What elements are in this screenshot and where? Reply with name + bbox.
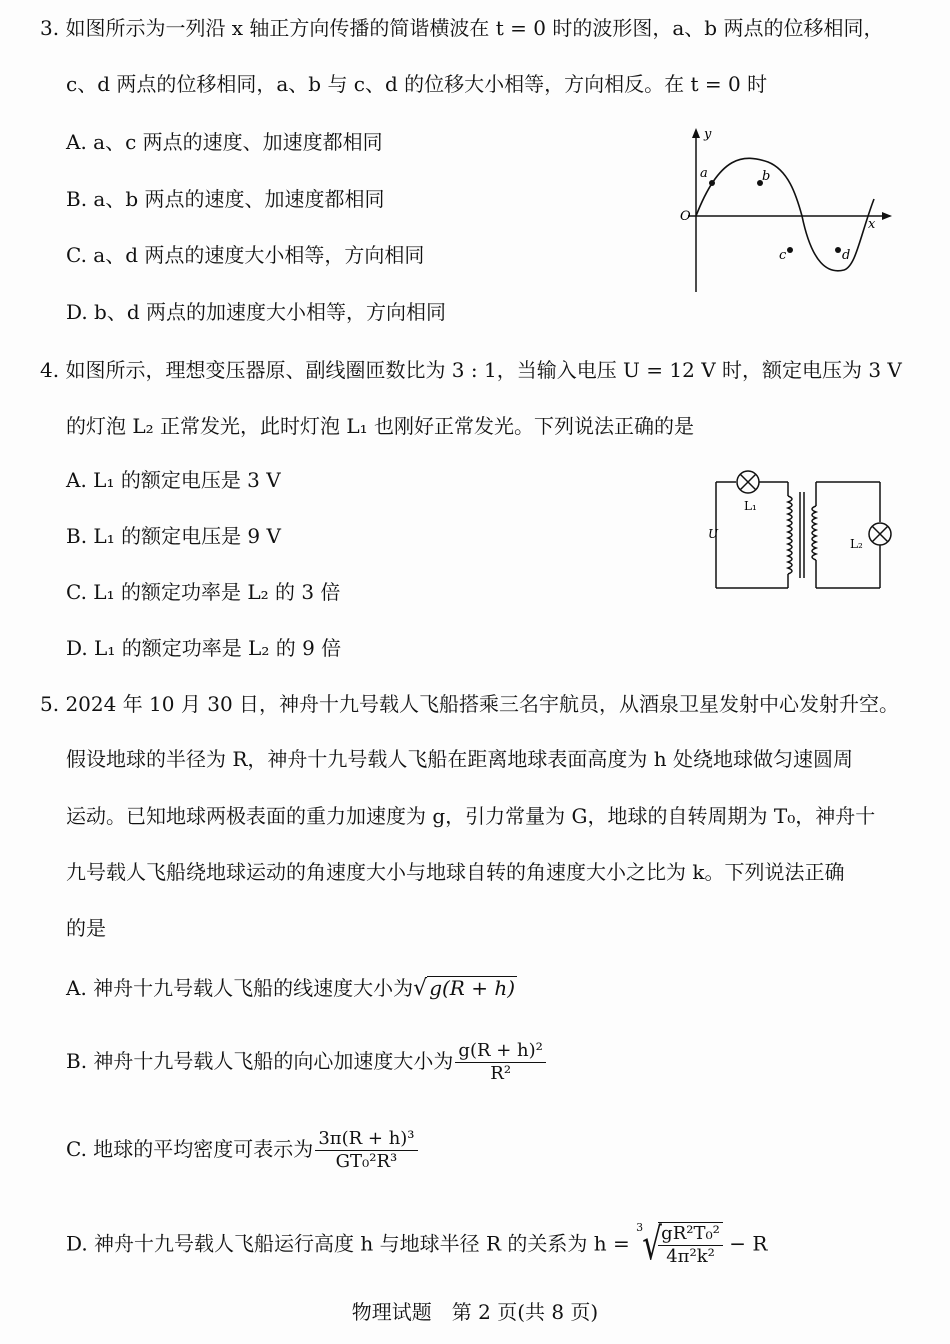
label-l1: L₁ [744, 499, 757, 513]
q5-option-d-denominator: 4π²k² [666, 1246, 715, 1267]
q3-option-d: D. b、d 两点的加速度大小相等，方向相同 [66, 300, 446, 324]
q5-option-c-text: C. 地球的平均密度可表示为 [66, 1137, 314, 1161]
transformer-figure [700, 462, 900, 594]
q4-option-a: A. L₁ 的额定电压是 3 V [66, 468, 281, 492]
q4-stem-line1: 4. 如图所示，理想变压器原、副线圈匝数比为 3 : 1，当输入电压 U = 12 V 时，额定电压为 3 V [40, 358, 902, 382]
q5-option-d [66, 1219, 768, 1270]
q5-option-c-denominator: GT₀²R³ [335, 1151, 398, 1172]
q5-stem-line3: 运动。已知地球两极表面的重力加速度为 g，引力常量为 G，地球的自转周期为 T₀，神舟十 [66, 804, 876, 828]
q4-option-b: B. L₁ 的额定电压是 9 V [66, 524, 281, 548]
fig-origin-label: O [680, 209, 691, 224]
q5-option-b-denominator: R² [490, 1063, 512, 1084]
q3-stem-line2: c、d 两点的位移相同，a、b 与 c、d 的位移大小相等，方向相反。在 t = 0 时 [66, 72, 768, 96]
q4-stem-line2: 的灯泡 L₂ 正常发光，此时灯泡 L₁ 也刚好正常发光。下列说法正确的是 [66, 414, 695, 438]
q5-option-a-expr: g(R + h) [429, 976, 516, 1000]
label-u: U [708, 527, 719, 541]
fig-point-a: a [700, 166, 708, 181]
q3-option-a: A. a、c 两点的速度、加速度都相同 [66, 130, 383, 154]
q5-stem-line1: 5. 2024 年 10 月 30 日，神舟十九号载人飞船搭乘三名宇航员，从酒泉卫星发射中心发射升空。 [40, 692, 900, 716]
q5-option-d-text: D. 神舟十九号载人飞船运行高度 h 与地球半径 R 的关系为 h = [66, 1231, 630, 1256]
fig-point-b: b [762, 169, 771, 184]
q5-option-b-text: B. 神舟十九号载人飞船的向心加速度大小为 [66, 1049, 454, 1073]
fig-y-label: y [704, 127, 712, 142]
cube-root: 3 √ $\frac{\text{gR²T₀²}}{\text{4π²k²}}$ [636, 1222, 723, 1268]
q5-option-c [66, 1128, 418, 1173]
q5-option-b-numerator: g(R + h)² [455, 1040, 545, 1063]
q5-option-a: A. 神舟十九号载人飞船的线速度大小为√ g(R + h) [66, 976, 516, 1001]
q4-option-d: D. L₁ 的额定功率是 L₂ 的 9 倍 [66, 636, 342, 660]
q3-option-c: C. a、d 两点的速度大小相等，方向相同 [66, 243, 425, 267]
q3-option-b: B. a、b 两点的速度、加速度都相同 [66, 187, 385, 211]
q5-option-b [66, 1040, 546, 1085]
q5-option-a-text: A. 神舟十九号载人飞船的线速度大小为 [66, 976, 414, 1000]
q5-option-d-numerator: gR²T₀² [658, 1223, 723, 1246]
fig-point-d: d [842, 248, 851, 263]
cube-root-index: 3 [636, 1221, 644, 1234]
fig-point-c: c [779, 248, 787, 263]
q5-stem-line5: 的是 [66, 916, 106, 940]
q5-option-c-numerator: 3π(R + h)³ [315, 1128, 417, 1151]
fig-x-label: x [868, 217, 876, 232]
q5-option-d-tail: − R [729, 1231, 768, 1256]
label-l2: L₂ [850, 537, 863, 551]
q5-stem-line4: 九号载人飞船绕地球运动的角速度大小与地球自转的角速度大小之比为 k。下列说法正确 [66, 860, 845, 884]
q3-stem-line1: 3. 如图所示为一列沿 x 轴正方向传播的简谐横波在 t = 0 时的波形图，a、b 两点的位移相同， [40, 16, 884, 40]
q4-option-c: C. L₁ 的额定功率是 L₂ 的 3 倍 [66, 580, 341, 604]
q5-stem-line2: 假设地球的半径为 R，神舟十九号载人飞船在距离地球表面高度为 h 处绕地球做匀速圆周 [66, 747, 854, 771]
page-footer: 物理试题 第 2 页(共 8 页) [351, 1300, 599, 1324]
wave-figure [670, 124, 900, 296]
